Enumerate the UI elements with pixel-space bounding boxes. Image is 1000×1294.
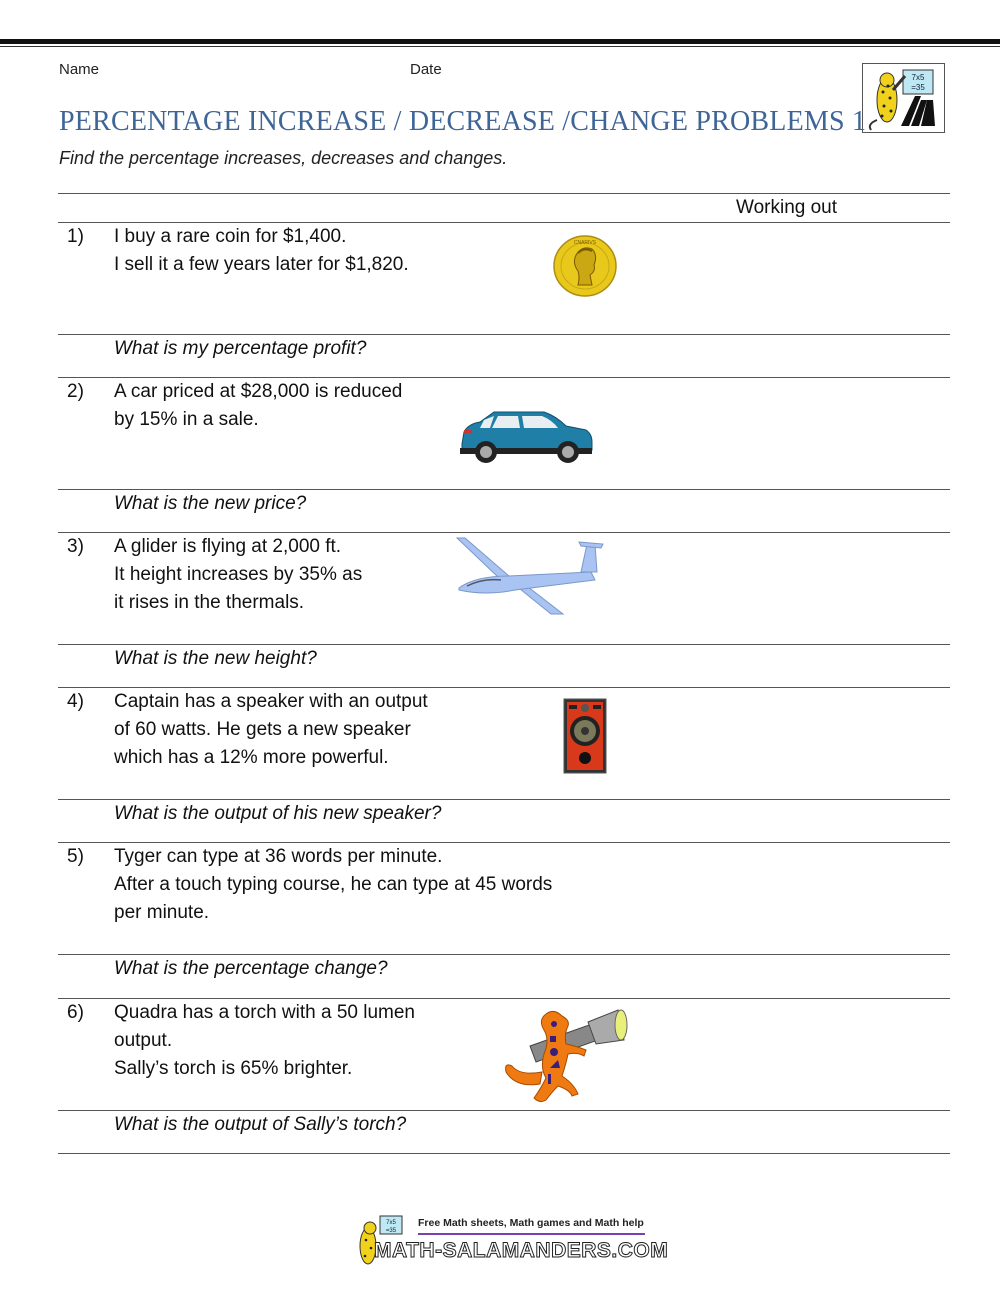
statement-line: I buy a rare coin for $1,400. — [114, 226, 347, 247]
statement-line: Captain has a speaker with an output — [114, 691, 428, 712]
salamander-torch-icon — [500, 1006, 630, 1113]
footer-site[interactable]: MATH-SALAMANDERS.COM — [374, 1239, 669, 1262]
problem-statement — [114, 378, 402, 434]
problem-question: What is the new height? — [114, 648, 317, 669]
statement-line: it rises in the thermals. — [114, 592, 305, 613]
statement-line: of 60 watts. He gets a new speaker — [114, 719, 411, 740]
car-icon — [458, 408, 594, 469]
date-label: Date — [410, 61, 442, 78]
divider — [58, 334, 950, 335]
speaker-icon — [563, 698, 607, 779]
header-logo — [862, 63, 945, 133]
problem-number: 4) — [67, 691, 84, 712]
footer-logo[interactable] — [350, 1210, 669, 1270]
svg-text:=35: =35 — [385, 1228, 397, 1234]
problem-statement — [114, 999, 415, 1083]
problem-question: What is the output of Sally’s torch? — [114, 1114, 407, 1135]
statement-line: output. — [114, 1030, 173, 1051]
top-rule-thick — [0, 39, 1000, 44]
name-label: Name — [59, 61, 100, 78]
problem-number: 5) — [67, 846, 84, 867]
divider — [58, 1110, 950, 1111]
divider — [58, 489, 950, 490]
problem-number: 3) — [67, 536, 84, 557]
svg-text:CNARIVS: CNARIVS — [573, 240, 597, 246]
statement-line: A glider is flying at 2,000 ft. — [114, 536, 342, 557]
statement-line: Sally’s torch is 65% brighter. — [114, 1058, 353, 1079]
problem-question: What is the output of his new speaker? — [114, 803, 442, 824]
divider — [58, 1153, 950, 1154]
statement-line: by 15% in a sale. — [114, 409, 259, 430]
problem-statement — [114, 223, 409, 279]
problem-number: 1) — [67, 226, 84, 247]
problem-number: 6) — [67, 1002, 84, 1023]
footer-tagline: Free Math sheets, Math games and Math help — [418, 1217, 644, 1229]
problem-number: 2) — [67, 381, 84, 402]
svg-text:=35: =35 — [911, 83, 925, 92]
svg-text:7x5: 7x5 — [386, 1220, 396, 1226]
coin-icon — [552, 235, 618, 302]
svg-text:7x5: 7x5 — [911, 73, 925, 82]
statement-line: A car priced at $28,000 is reduced — [114, 381, 403, 402]
statement-line: per minute. — [114, 902, 210, 923]
statement-line: Quadra has a torch with a 50 lumen — [114, 1002, 416, 1023]
glider-icon — [455, 536, 605, 621]
statement-line: It height increases by 35% as — [114, 564, 363, 585]
statement-line: I sell it a few years later for $1,820. — [114, 254, 409, 275]
page-title: PERCENTAGE INCREASE / DECREASE /CHANGE PROBLEMS 1 — [59, 106, 867, 137]
top-rule-thin — [0, 46, 1000, 47]
problem-statement — [114, 533, 362, 617]
divider — [58, 644, 950, 645]
statement-line: which has a 12% more powerful. — [114, 747, 389, 768]
divider — [58, 799, 950, 800]
page-subtitle: Find the percentage increases, decreases and changes. — [59, 148, 508, 168]
working-out-header: Working out — [736, 197, 838, 218]
problem-question: What is my percentage profit? — [114, 338, 367, 359]
problem-question: What is the new price? — [114, 493, 307, 514]
statement-line: After a touch typing course, he can type at 45 words — [114, 874, 553, 895]
problem-statement — [114, 843, 552, 927]
problem-statement — [114, 688, 428, 772]
divider — [58, 954, 950, 955]
divider — [58, 193, 950, 194]
problem-question: What is the percentage change? — [114, 958, 388, 979]
statement-line: Tyger can type at 36 words per minute. — [114, 846, 443, 867]
